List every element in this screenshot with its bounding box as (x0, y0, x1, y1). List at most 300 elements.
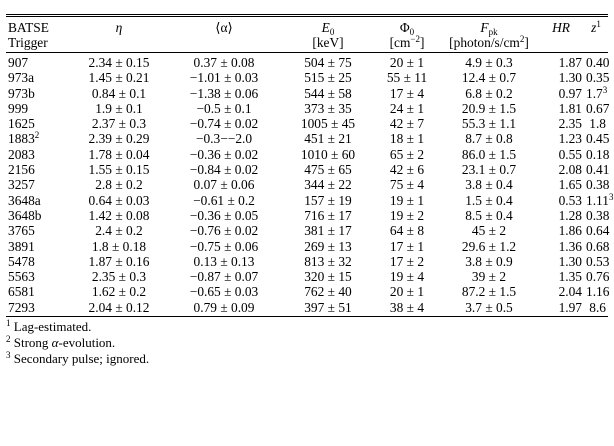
cell-phi0 (374, 239, 440, 254)
cell-hr (538, 70, 584, 85)
cell-hr (538, 177, 584, 192)
cell-e0 (282, 254, 374, 269)
cell-trigger (6, 162, 72, 177)
cell-z-value: 0.35 (586, 70, 610, 86)
cell-z (584, 147, 608, 162)
cell-eta-value: 1.62 ± 0.2 (91, 284, 147, 300)
cell-phi0-value: 17 ± 1 (389, 238, 425, 254)
cell-z (584, 239, 608, 254)
cell-phi0 (374, 254, 440, 269)
cell-fpk-value: 39 ± 2 (471, 269, 507, 285)
cell-e0 (282, 177, 374, 192)
cell-z (584, 269, 608, 284)
cell-z-footnote-mark: 3 (608, 191, 614, 202)
cell-z-value: 1.16 (586, 284, 610, 300)
cell-z (584, 101, 608, 116)
cell-phi0-value: 42 ± 6 (389, 162, 425, 178)
header-trigger-bottom: Trigger (8, 35, 48, 50)
cell-fpk (440, 284, 538, 299)
cell-alpha (166, 53, 282, 70)
cell-fpk (440, 131, 538, 146)
cell-phi0 (374, 53, 440, 70)
header-eta-unit (72, 35, 166, 52)
cell-hr (538, 254, 584, 269)
cell-fpk (440, 162, 538, 177)
cell-z-value: 1.8 (589, 116, 606, 132)
cell-eta (72, 208, 166, 223)
cell-fpk-value: 3.7 ± 0.5 (465, 299, 513, 315)
table-row (6, 269, 608, 284)
cell-z (584, 208, 608, 223)
table-row (6, 208, 608, 223)
cell-fpk (440, 239, 538, 254)
cell-e0-value: 373 ± 35 (304, 100, 352, 116)
cell-alpha-value: 0.79 ± 0.09 (193, 299, 255, 315)
table-row (6, 162, 608, 177)
cell-hr (538, 223, 584, 238)
header-fpk-subscript: pk (488, 27, 498, 37)
footnote (6, 351, 608, 367)
cell-z-value: 1.7 (586, 85, 603, 101)
cell-e0 (282, 147, 374, 162)
cell-trigger-footnote-mark: 2 (34, 130, 40, 141)
cell-trigger-value: 7293 (8, 299, 35, 315)
cell-hr (538, 269, 584, 284)
header-phi0-subscript: 0 (409, 27, 415, 37)
cell-e0-value: 762 ± 40 (304, 284, 352, 300)
cell-alpha-value: 0.37 ± 0.08 (193, 55, 255, 70)
header-phi0 (374, 17, 440, 35)
table-row (6, 131, 608, 146)
cell-alpha-value: −1.01 ± 0.03 (189, 70, 259, 86)
cell-e0 (282, 70, 374, 85)
header-fpk-unit-b: ] (524, 35, 529, 50)
cell-eta-value: 0.84 ± 0.1 (91, 85, 147, 101)
cell-fpk (440, 254, 538, 269)
header-fpk-symbol: F (480, 20, 489, 35)
header-e0-symbol: E (321, 20, 330, 35)
cell-phi0-value: 64 ± 8 (389, 223, 425, 239)
cell-alpha-value: −0.3−−2.0 (195, 131, 253, 147)
cell-eta (72, 53, 166, 70)
cell-e0 (282, 239, 374, 254)
cell-e0 (282, 269, 374, 284)
cell-eta (72, 162, 166, 177)
table-row (6, 177, 608, 192)
cell-hr-value: 1.28 (558, 207, 582, 223)
cell-trigger-value: 1625 (8, 116, 35, 132)
cell-hr (538, 239, 584, 254)
cell-hr-value: 1.97 (558, 299, 582, 315)
footnote-text: Secondary pulse; ignored. (10, 350, 150, 366)
cell-fpk-value: 87.2 ± 1.5 (461, 284, 517, 300)
cell-alpha-value: −0.36 ± 0.05 (189, 207, 259, 223)
cell-z-value: 0.41 (586, 162, 610, 178)
cell-e0 (282, 208, 374, 223)
cell-trigger-value: 907 (8, 55, 29, 70)
footnotes (6, 319, 608, 366)
cell-eta (72, 86, 166, 101)
cell-phi0 (374, 116, 440, 131)
cell-eta-value: 1.8 ± 0.18 (91, 238, 147, 254)
cell-trigger-value: 2156 (8, 162, 35, 178)
cell-alpha-value: −0.5 ± 0.1 (196, 100, 252, 116)
header-z-symbol: z (591, 20, 597, 35)
cell-z-value: 0.45 (586, 131, 610, 147)
cell-eta-value: 1.87 ± 0.16 (88, 253, 150, 269)
cell-alpha-value: −0.61 ± 0.2 (193, 192, 255, 208)
table-row (6, 300, 608, 316)
cell-z-value: 8.6 (589, 299, 606, 315)
cell-hr (538, 300, 584, 316)
cell-hr (538, 116, 584, 131)
footnote-symbol: α (51, 334, 59, 350)
cell-phi0 (374, 300, 440, 316)
cell-phi0 (374, 193, 440, 208)
header-fpk-unit-a: [photon/s/cm (449, 35, 520, 50)
cell-trigger (6, 300, 72, 316)
header-fpk-unit-exp: 2 (519, 34, 525, 44)
cell-trigger-value: 5563 (8, 269, 35, 285)
cell-trigger (6, 86, 72, 101)
cell-trigger (6, 53, 72, 70)
footnote-mark: 2 (6, 333, 11, 344)
cell-z-footnote-mark: 3 (602, 84, 608, 95)
cell-trigger (6, 70, 72, 85)
cell-trigger (6, 177, 72, 192)
header-e0-subscript: 0 (329, 27, 335, 37)
table-row (6, 147, 608, 162)
header-e0 (282, 17, 374, 35)
cell-alpha-value: −0.87 ± 0.07 (189, 269, 259, 285)
cell-z (584, 177, 608, 192)
cell-eta-value: 2.04 ± 0.12 (88, 299, 150, 315)
cell-hr-value: 0.55 (558, 146, 582, 162)
cell-alpha (166, 223, 282, 238)
cell-hr-value: 1.36 (558, 238, 582, 254)
cell-fpk (440, 147, 538, 162)
cell-eta-value: 2.4 ± 0.2 (95, 223, 143, 239)
cell-eta-value: 2.39 ± 0.29 (88, 131, 150, 147)
cell-alpha-value: −0.36 ± 0.02 (189, 146, 259, 162)
cell-alpha (166, 269, 282, 284)
cell-e0-value: 320 ± 15 (304, 269, 352, 285)
table-container (6, 14, 614, 366)
header-fpk (440, 17, 538, 35)
table-row (6, 284, 608, 299)
cell-z (584, 116, 608, 131)
cell-phi0-value: 75 ± 4 (389, 177, 425, 193)
cell-phi0-value: 24 ± 1 (389, 100, 425, 116)
cell-e0 (282, 131, 374, 146)
cell-eta-value: 2.37 ± 0.3 (91, 116, 147, 132)
footnote-text-tail: -evolution. (58, 334, 116, 350)
cell-trigger (6, 131, 72, 146)
cell-hr (538, 131, 584, 146)
cell-phi0-value: 65 ± 2 (389, 146, 425, 162)
cell-alpha (166, 131, 282, 146)
cell-hr (538, 162, 584, 177)
cell-fpk-value: 3.8 ± 0.9 (465, 253, 513, 269)
cell-z-value: 1.11 (586, 192, 609, 208)
header-trigger-top: BATSE (8, 20, 49, 35)
cell-phi0 (374, 147, 440, 162)
cell-e0-value: 344 ± 22 (304, 177, 352, 193)
cell-e0-value: 1005 ± 45 (300, 116, 356, 132)
cell-e0 (282, 284, 374, 299)
footnote-text: Lag-estimated. (10, 319, 92, 335)
cell-fpk-value: 3.8 ± 0.4 (465, 177, 513, 193)
cell-z (584, 191, 614, 208)
cell-eta-value: 2.35 ± 0.3 (91, 269, 147, 285)
cell-alpha (166, 239, 282, 254)
cell-eta-value: 1.9 ± 0.1 (95, 100, 143, 116)
cell-alpha-value: −1.38 ± 0.06 (189, 85, 259, 101)
cell-hr-value: 1.30 (558, 253, 582, 269)
table-row (6, 101, 608, 116)
cell-fpk (440, 101, 538, 116)
cell-phi0 (374, 177, 440, 192)
cell-e0-value: 813 ± 32 (304, 253, 352, 269)
cell-z (584, 254, 608, 269)
cell-e0-value: 381 ± 17 (304, 223, 352, 239)
cell-fpk (440, 86, 538, 101)
cell-eta-value: 1.45 ± 0.21 (88, 70, 150, 86)
cell-hr-value: 1.23 (558, 131, 582, 147)
cell-fpk-value: 4.9 ± 0.3 (465, 55, 513, 70)
cell-e0 (282, 53, 374, 70)
cell-trigger (6, 284, 72, 299)
header-alpha: ⟨α⟩ (215, 20, 233, 35)
cell-alpha-value: −0.74 ± 0.02 (189, 116, 259, 132)
table-row (6, 70, 608, 85)
cell-eta (72, 147, 166, 162)
cell-alpha (166, 70, 282, 85)
cell-hr (538, 193, 584, 208)
cell-fpk (440, 208, 538, 223)
cell-hr (538, 147, 584, 162)
cell-eta (72, 193, 166, 208)
cell-eta (72, 269, 166, 284)
cell-trigger-value: 3648a (8, 192, 41, 208)
cell-hr-value: 1.35 (558, 269, 582, 285)
cell-phi0 (374, 86, 440, 101)
cell-e0-value: 544 ± 58 (304, 85, 352, 101)
cell-phi0 (374, 223, 440, 238)
cell-fpk-value: 55.3 ± 1.1 (461, 116, 517, 132)
cell-hr-value: 1.86 (558, 223, 582, 239)
cell-fpk-value: 86.0 ± 1.5 (461, 146, 517, 162)
cell-trigger-value: 3765 (8, 223, 35, 239)
cell-alpha (166, 254, 282, 269)
cell-trigger (6, 223, 72, 238)
cell-fpk-value: 6.8 ± 0.2 (465, 85, 513, 101)
cell-z (584, 86, 608, 101)
header-z (584, 17, 608, 35)
cell-z (584, 300, 608, 316)
cell-eta (72, 300, 166, 316)
cell-fpk-value: 23.1 ± 0.7 (461, 162, 517, 178)
cell-eta-value: 1.78 ± 0.04 (88, 146, 150, 162)
bottom-rule (6, 316, 608, 317)
cell-phi0-value: 20 ± 1 (389, 284, 425, 300)
cell-z-value: 0.68 (586, 238, 610, 254)
cell-trigger-value: 3891 (8, 238, 35, 254)
cell-fpk-value: 20.9 ± 1.5 (461, 100, 517, 116)
header-phi0-unit-exp: −2 (410, 34, 420, 44)
table-row (6, 86, 608, 101)
cell-phi0-value: 17 ± 2 (389, 253, 425, 269)
cell-e0-value: 157 ± 19 (304, 192, 352, 208)
cell-hr (538, 86, 584, 101)
cell-hr-value: 2.04 (558, 284, 582, 300)
cell-trigger (6, 116, 72, 131)
cell-hr-value: 1.65 (558, 177, 582, 193)
cell-alpha-value: 0.13 ± 0.13 (193, 253, 255, 269)
cell-fpk-value: 8.7 ± 0.8 (465, 131, 513, 147)
footnote-mark: 1 (6, 318, 11, 329)
cell-e0-value: 475 ± 65 (304, 162, 352, 178)
header-hr: HR (552, 20, 570, 35)
header-eta: η (115, 20, 123, 35)
cell-phi0-value: 19 ± 2 (389, 207, 425, 223)
cell-phi0 (374, 269, 440, 284)
header-phi0-unit-a: [cm (389, 35, 411, 50)
footnote-text: Strong (10, 334, 52, 350)
cell-eta (72, 254, 166, 269)
cell-eta-value: 0.64 ± 0.03 (88, 192, 150, 208)
table-row (6, 53, 608, 70)
cell-e0-value: 397 ± 51 (304, 299, 352, 315)
cell-fpk (440, 177, 538, 192)
cell-phi0 (374, 131, 440, 146)
cell-e0 (282, 223, 374, 238)
cell-e0-value: 716 ± 17 (304, 207, 352, 223)
cell-trigger (6, 254, 72, 269)
cell-hr (538, 53, 584, 70)
cell-alpha (166, 208, 282, 223)
cell-alpha (166, 284, 282, 299)
cell-alpha (166, 101, 282, 116)
cell-phi0 (374, 208, 440, 223)
cell-fpk (440, 223, 538, 238)
header-z-unit (584, 35, 608, 52)
cell-e0-value: 451 ± 21 (304, 131, 352, 147)
cell-e0-value: 504 ± 75 (304, 55, 352, 70)
cell-z (584, 70, 608, 85)
header-z-footnote-mark: 1 (596, 19, 601, 29)
cell-alpha-value: −0.65 ± 0.03 (189, 284, 259, 300)
cell-fpk (440, 116, 538, 131)
cell-trigger-value: 3257 (8, 177, 35, 193)
cell-z-value: 0.67 (586, 100, 610, 116)
cell-hr-value: 2.08 (558, 162, 582, 178)
cell-z (584, 53, 608, 70)
footnote-mark: 3 (6, 349, 11, 360)
cell-fpk-value: 29.6 ± 1.2 (461, 238, 517, 254)
cell-e0 (282, 86, 374, 101)
cell-alpha-value: 0.07 ± 0.06 (193, 177, 255, 193)
header-fpk-unit (440, 35, 538, 52)
header-phi0-symbol: Φ (399, 20, 410, 35)
cell-eta (72, 284, 166, 299)
cell-eta (72, 116, 166, 131)
table-row (6, 223, 608, 238)
cell-hr-value: 1.81 (558, 100, 582, 116)
cell-phi0-value: 19 ± 4 (389, 269, 425, 285)
cell-trigger (6, 193, 72, 208)
cell-hr (538, 101, 584, 116)
cell-trigger-value: 2083 (8, 146, 35, 162)
cell-fpk (440, 70, 538, 85)
cell-z-value: 0.18 (586, 146, 610, 162)
cell-phi0-value: 42 ± 7 (389, 116, 425, 132)
header-phi0-unit-b: ] (419, 35, 425, 50)
cell-alpha-value: −0.75 ± 0.06 (189, 238, 259, 254)
header-e0-unit: [keV] (312, 35, 344, 50)
cell-phi0-value: 55 ± 11 (386, 70, 428, 86)
cell-z (584, 131, 608, 146)
cell-alpha (166, 177, 282, 192)
cell-eta-value: 1.55 ± 0.15 (88, 162, 150, 178)
cell-alpha (166, 162, 282, 177)
cell-alpha (166, 300, 282, 316)
table-row (6, 193, 608, 208)
cell-trigger (6, 101, 72, 116)
cell-z-value: 0.38 (586, 177, 610, 193)
cell-eta-value: 2.8 ± 0.2 (95, 177, 143, 193)
cell-hr-value: 1.30 (558, 70, 582, 86)
cell-fpk-value: 1.5 ± 0.4 (465, 192, 513, 208)
cell-eta (72, 70, 166, 85)
cell-eta (72, 239, 166, 254)
cell-trigger-value: 973b (8, 85, 35, 101)
header-phi0-unit (374, 35, 440, 52)
table-row (6, 239, 608, 254)
cell-fpk (440, 300, 538, 316)
cell-eta (72, 131, 166, 146)
cell-e0-value: 1010 ± 60 (300, 146, 356, 162)
cell-trigger-value: 1883 (8, 131, 35, 147)
cell-eta (72, 177, 166, 192)
cell-phi0-value: 19 ± 1 (389, 192, 425, 208)
cell-alpha (166, 193, 282, 208)
cell-hr (538, 208, 584, 223)
table-header (6, 17, 608, 53)
table-body (6, 53, 614, 316)
cell-trigger-value: 5478 (8, 253, 35, 269)
cell-z (584, 284, 608, 299)
cell-hr-value: 0.53 (558, 192, 582, 208)
cell-fpk-value: 12.4 ± 0.7 (461, 70, 517, 86)
cell-phi0 (374, 284, 440, 299)
cell-z-value: 0.64 (586, 223, 610, 239)
cell-eta (72, 101, 166, 116)
cell-alpha (166, 86, 282, 101)
cell-phi0 (374, 70, 440, 85)
cell-fpk (440, 193, 538, 208)
cell-eta-value: 2.34 ± 0.15 (88, 55, 150, 70)
cell-e0 (282, 116, 374, 131)
cell-hr-value: 2.35 (558, 116, 582, 132)
cell-phi0 (374, 101, 440, 116)
cell-e0-value: 515 ± 25 (304, 70, 352, 86)
cell-trigger-value: 3648b (8, 207, 42, 223)
cell-z (584, 223, 608, 238)
footnote (6, 335, 608, 351)
header-alpha-unit (166, 35, 282, 52)
cell-z (584, 162, 608, 177)
